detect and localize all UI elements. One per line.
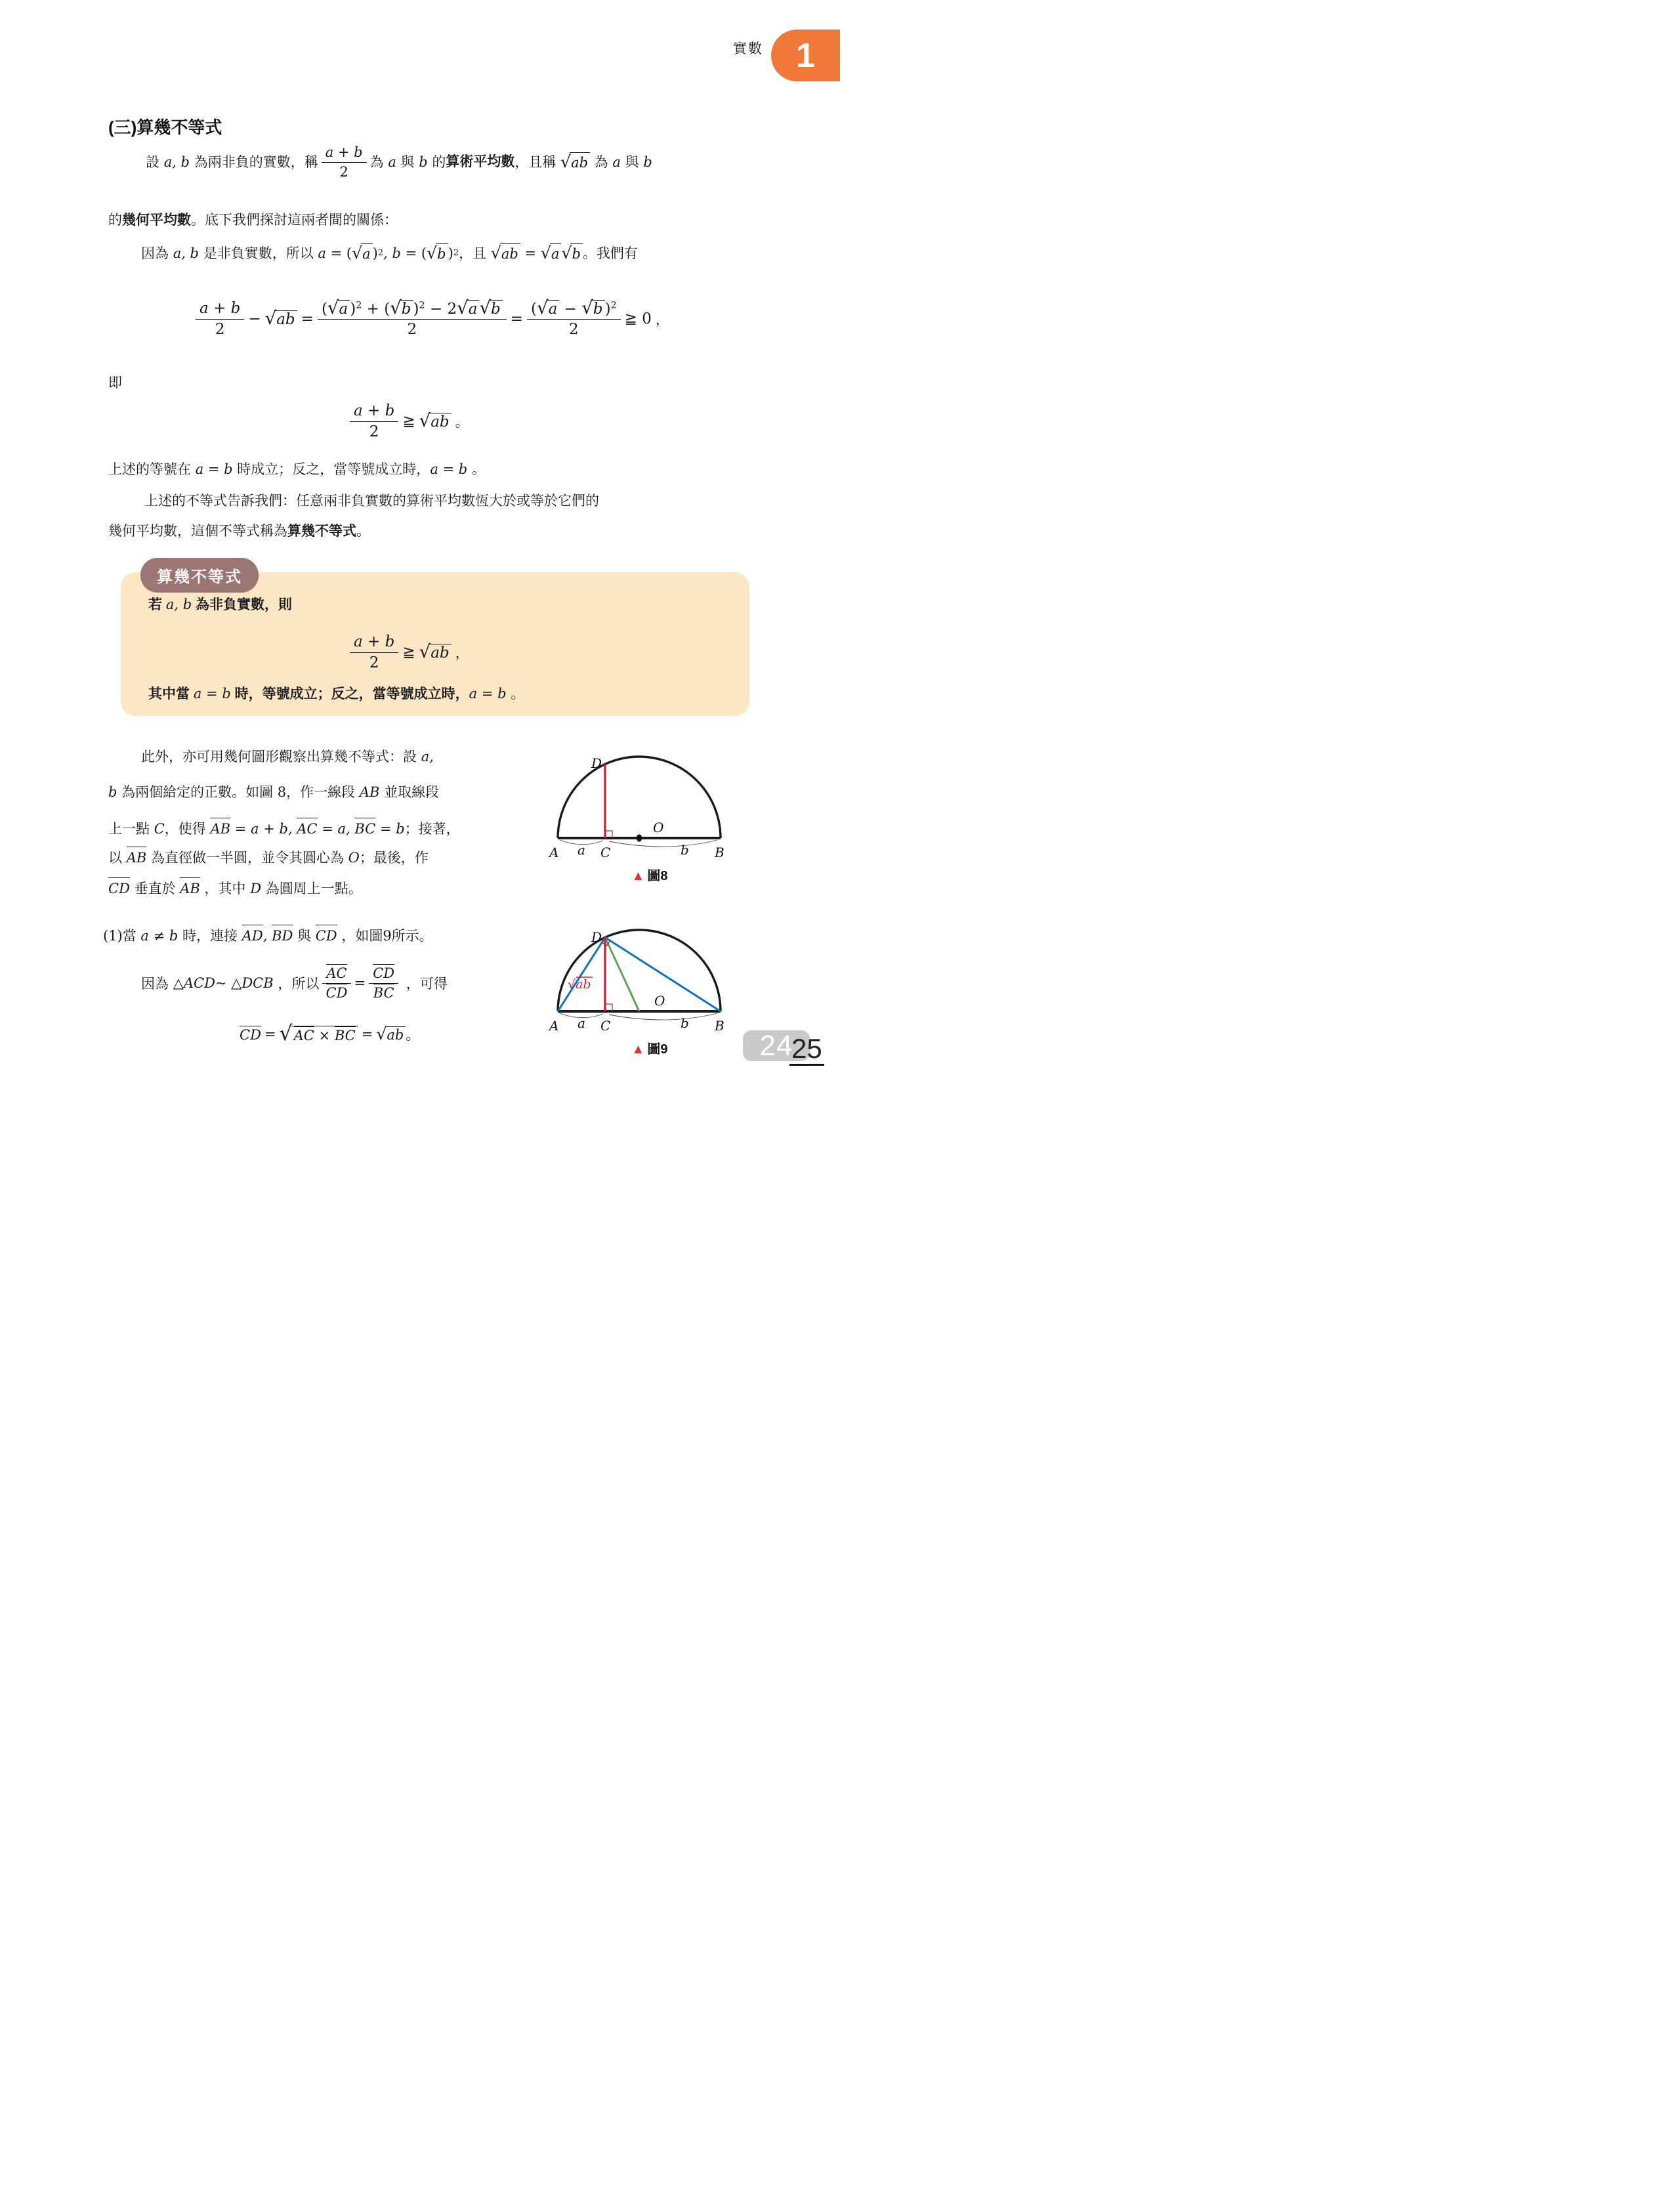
geo-line-8: CD = √ AC × BC = √ ab 。: [240, 1021, 420, 1045]
chord-AD-line: [558, 937, 605, 1011]
center-dot-O: [637, 834, 642, 841]
caption-triangle-icon: ▲: [631, 869, 645, 883]
segment-AB: AB: [210, 818, 230, 839]
chapter-number-badge: [771, 30, 840, 81]
theorem-box-line-1: 若 a, b 為非負實數，則: [148, 597, 293, 612]
radical-ab: √ ab: [560, 152, 590, 173]
brace-b: [609, 1013, 717, 1020]
textbook-page: [0, 0, 840, 1094]
paragraph-4-line-2: 幾何平均數，這個不等式稱為 算幾不等式 。: [108, 521, 370, 541]
label-A: A: [549, 845, 559, 860]
geo-line-4: 以 AB 為直徑做一半圓，並令其圓心為 O ；最後，作: [108, 847, 429, 868]
paragraph-1-line-2: 的 幾何平均數 。底下我們探討這兩者間的關係：: [108, 210, 398, 230]
figure-8: [541, 748, 758, 863]
label-O: O: [653, 820, 664, 835]
label-B: B: [715, 1018, 724, 1034]
paragraph-2: 因為 a, b 是非負實數，所以 a = ( √ a ) 2 , b = ( √ b ) 2 ，且 √ ab = √ a √ b 。我們有: [141, 243, 638, 263]
label-b: b: [681, 842, 689, 858]
term-arithmetic-mean: 算術平均數: [446, 154, 515, 169]
theorem-box-line-2: 其中當 a = b 時，等號成立；反之，當等號成立時， a = b 。: [148, 686, 525, 702]
semicircle: [558, 757, 721, 838]
figure-9-caption: ▲ 圖9: [631, 1042, 668, 1057]
label-D: D: [591, 929, 602, 945]
figure-8-caption: ▲ 圖8: [631, 869, 668, 883]
segment-AD: AD: [242, 925, 263, 946]
paragraph-1-line-1: 設 a, b 為兩非負的實數，稱 $\frac{a + b}{2}$ 為 a 與 b 的 算術平均數 ，且稱 √ ab 為 a 與 b: [146, 144, 652, 180]
label-D: D: [591, 755, 602, 771]
similar-triangles: △ACD~ △DCB: [173, 975, 274, 991]
display-formula-1: $\frac{a + b}{2}$ − √ ab = ( √ a )$^2$ + ( √ b )$^2$ − 2 √ a √ b 2 = ( √ a − √ b )$^2$ 2 ≧ 0 ，: [194, 282, 671, 356]
theorem-box-tab: [140, 558, 259, 593]
geo-line-5: CD 垂直於 AB ，其中 D 為圓周上一點。: [108, 877, 362, 898]
text: 設: [146, 154, 164, 170]
label-O: O: [654, 993, 665, 1009]
chapter-label: 實數: [733, 41, 763, 56]
text: 為兩非負的實數，稱: [190, 154, 318, 170]
segment-BC: BC: [354, 818, 375, 839]
term-am-gm-inequality: 算幾不等式: [287, 524, 356, 539]
geo-line-6: (1)當 a ≠ b 時，連接 AD , BD 與 CD ，如圖9所示。: [103, 925, 433, 946]
term-geometric-mean: 幾何平均數: [122, 213, 191, 228]
figure-9: [541, 922, 758, 1037]
chapter-number: 1: [796, 36, 815, 75]
paragraph-4-line-1: 上述的不等式告訴我們：任意兩非負實數的算術平均數恆大於或等於它們的: [144, 493, 599, 509]
section-heading: (三)算幾不等式: [108, 117, 222, 137]
segment-CD: CD: [316, 925, 337, 946]
label-B: B: [715, 845, 724, 860]
geo-line-1: 此外，亦可用幾何圖形觀察出算幾不等式：設 a,: [141, 749, 434, 765]
geo-line-2: b 為兩個給定的正數。如圖 8，作一線段 AB 並取線段: [108, 784, 440, 800]
geo-line-3: 上一點 C ，使得 AB = a + b , AC = a , BC = b ；接著，: [108, 818, 460, 839]
label-sqrt-ab: √ab: [568, 977, 591, 992]
label-A: A: [549, 1018, 559, 1034]
brace-b: [609, 840, 717, 847]
semicircle: [558, 930, 721, 1011]
adjacent-page-number: 25: [789, 1035, 824, 1066]
display-formula-2: $\frac{a + b}{2}$ ≧ √ ab 。: [348, 402, 471, 441]
theorem-box-formula: $\frac{a + b}{2}$ ≧ √ ab ，: [348, 629, 471, 676]
geo-line-7: 因為 △ACD~ △DCB ，所以 $\frac{AC}{CD}$ = $\frac{CD}{BC}$ ，可得: [141, 965, 448, 1001]
connector-text: 即: [108, 375, 122, 390]
label-C: C: [600, 845, 611, 860]
caption-triangle-icon: ▲: [631, 1042, 645, 1057]
text: 為: [369, 154, 388, 170]
label-b: b: [681, 1015, 689, 1031]
var: a, b: [163, 154, 190, 170]
label-a: a: [578, 842, 585, 858]
label-C: C: [600, 1018, 611, 1034]
segment-BD: BD: [272, 925, 293, 946]
page-number: 24: [759, 1029, 793, 1062]
label-a: a: [578, 1015, 585, 1031]
segment-AC: AC: [297, 818, 317, 839]
fraction-arith-mean: $\frac{a + b}{2}$: [322, 144, 367, 179]
paragraph-3: 上述的等號在 a = b 時成立；反之，當等號成立時， a = b 。: [108, 461, 486, 477]
theorem-box-title: 算幾不等式: [157, 568, 242, 586]
